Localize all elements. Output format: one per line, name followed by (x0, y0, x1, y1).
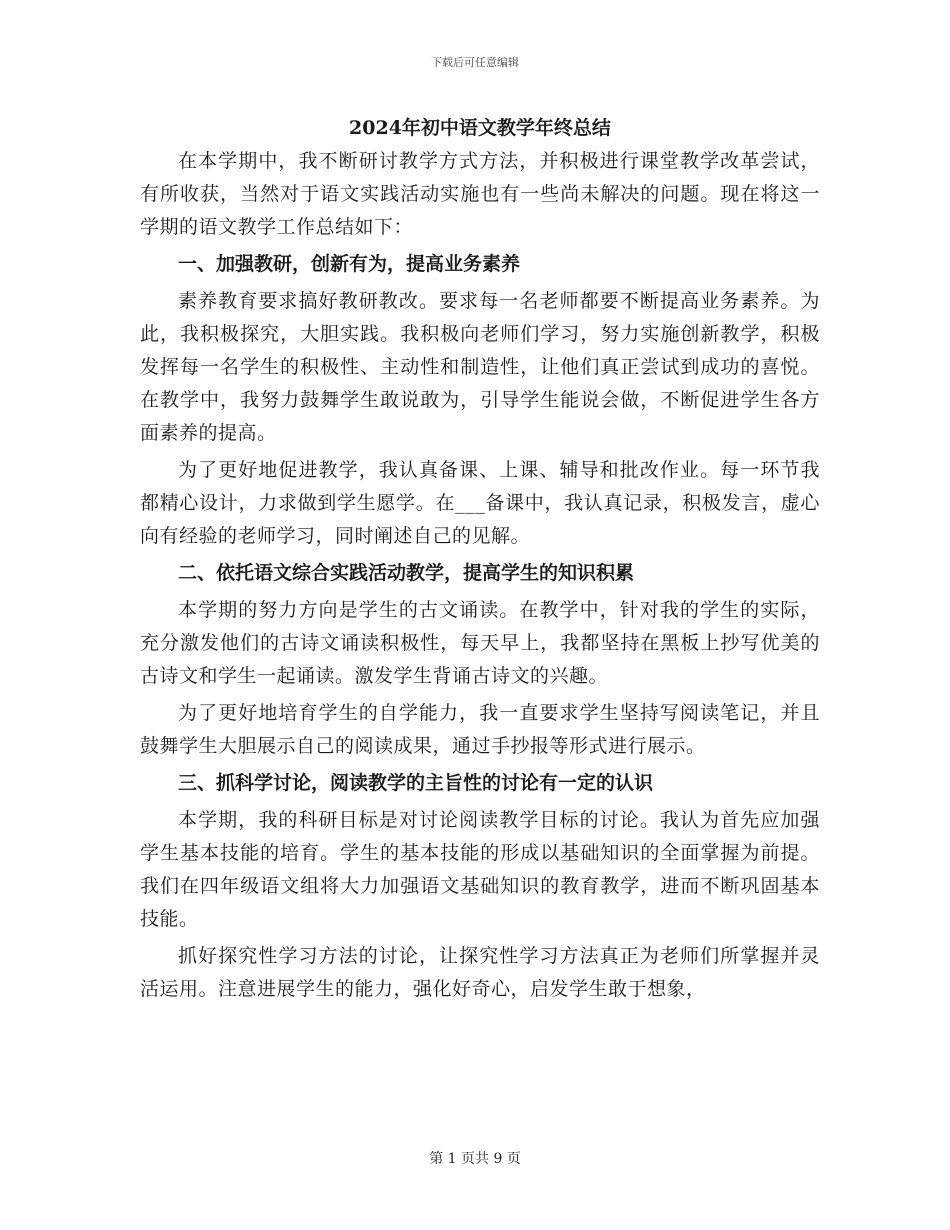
document-title: 2024年初中语文教学年终总结 (349, 117, 611, 139)
document-body (140, 113, 820, 1010)
paragraph: 抓好探究性学习方法的讨论，让探究性学习方法真正为老师们所掌握并灵活运用。注意进展学生的能力，强化好奇心，启发学生敢于想象， (140, 945, 820, 1000)
page-footer: 第 1 页共 9 页 (429, 1151, 521, 1167)
paragraph: 为了更好地促进教学，我认真备课、上课、辅导和批改作业。每一环节我都精心设计，力求做到学生愿学。在___备课中，我认真记录，积极发言，虚心向有经验的老师学习，同时阐述自己的见解。 (140, 459, 820, 547)
paragraph: 本学期的努力方向是学生的古文诵读。在教学中，针对我的学生的实际，充分激发他们的古诗文诵读积极性，每天早上，我都坚持在黑板上抄写优美的古诗文和学生一起诵读。激发学生背诵古诗文的兴趣。 (140, 599, 820, 687)
paragraph: 为了更好地培育学生的自学能力，我一直要求学生坚持写阅读笔记，并且鼓舞学生大胆展示自己的阅读成果，通过手抄报等形式进行展示。 (140, 702, 820, 757)
section-heading: 三、抓科学讨论，阅读教学的主旨性的讨论有一定的认识 (178, 772, 654, 794)
section-heading: 一、加强教研，创新有为，提高业务素养 (178, 253, 521, 275)
page-header: 下载后可任意编辑 (431, 56, 519, 69)
paragraph: 本学期，我的科研目标是对讨论阅读教学目标的讨论。我认为首先应加强学生基本技能的培育。学生的基本技能的形成以基础知识的全面掌握为前提。我们在四年级语文组将大力加强语文基础知识的教育教学，进而不断巩固基本技能。 (140, 809, 820, 930)
section-heading: 二、依托语文综合实践活动教学，提高学生的知识积累 (178, 562, 635, 584)
paragraph: 素养教育要求搞好教研教改。要求每一名老师都要不断提高业务素养。为此，我积极探究，大胆实践。我积极向老师们学习，努力实施创新教学，积极发挥每一名学生的积极性、主动性和制造性，让他们真正尝试到成功的喜悦。在教学中，我努力鼓舞学生敢说敢为，引导学生能说会做，不断促进学生各方面素养的提高。 (140, 290, 820, 444)
paragraph: 在本学期中，我不断研讨教学方式方法，并积极进行课堂教学改革尝试，有所收获，当然对于语文实践活动实施也有一些尚未解决的问题。现在将这一学期的语文教学工作总结如下： (140, 150, 820, 238)
